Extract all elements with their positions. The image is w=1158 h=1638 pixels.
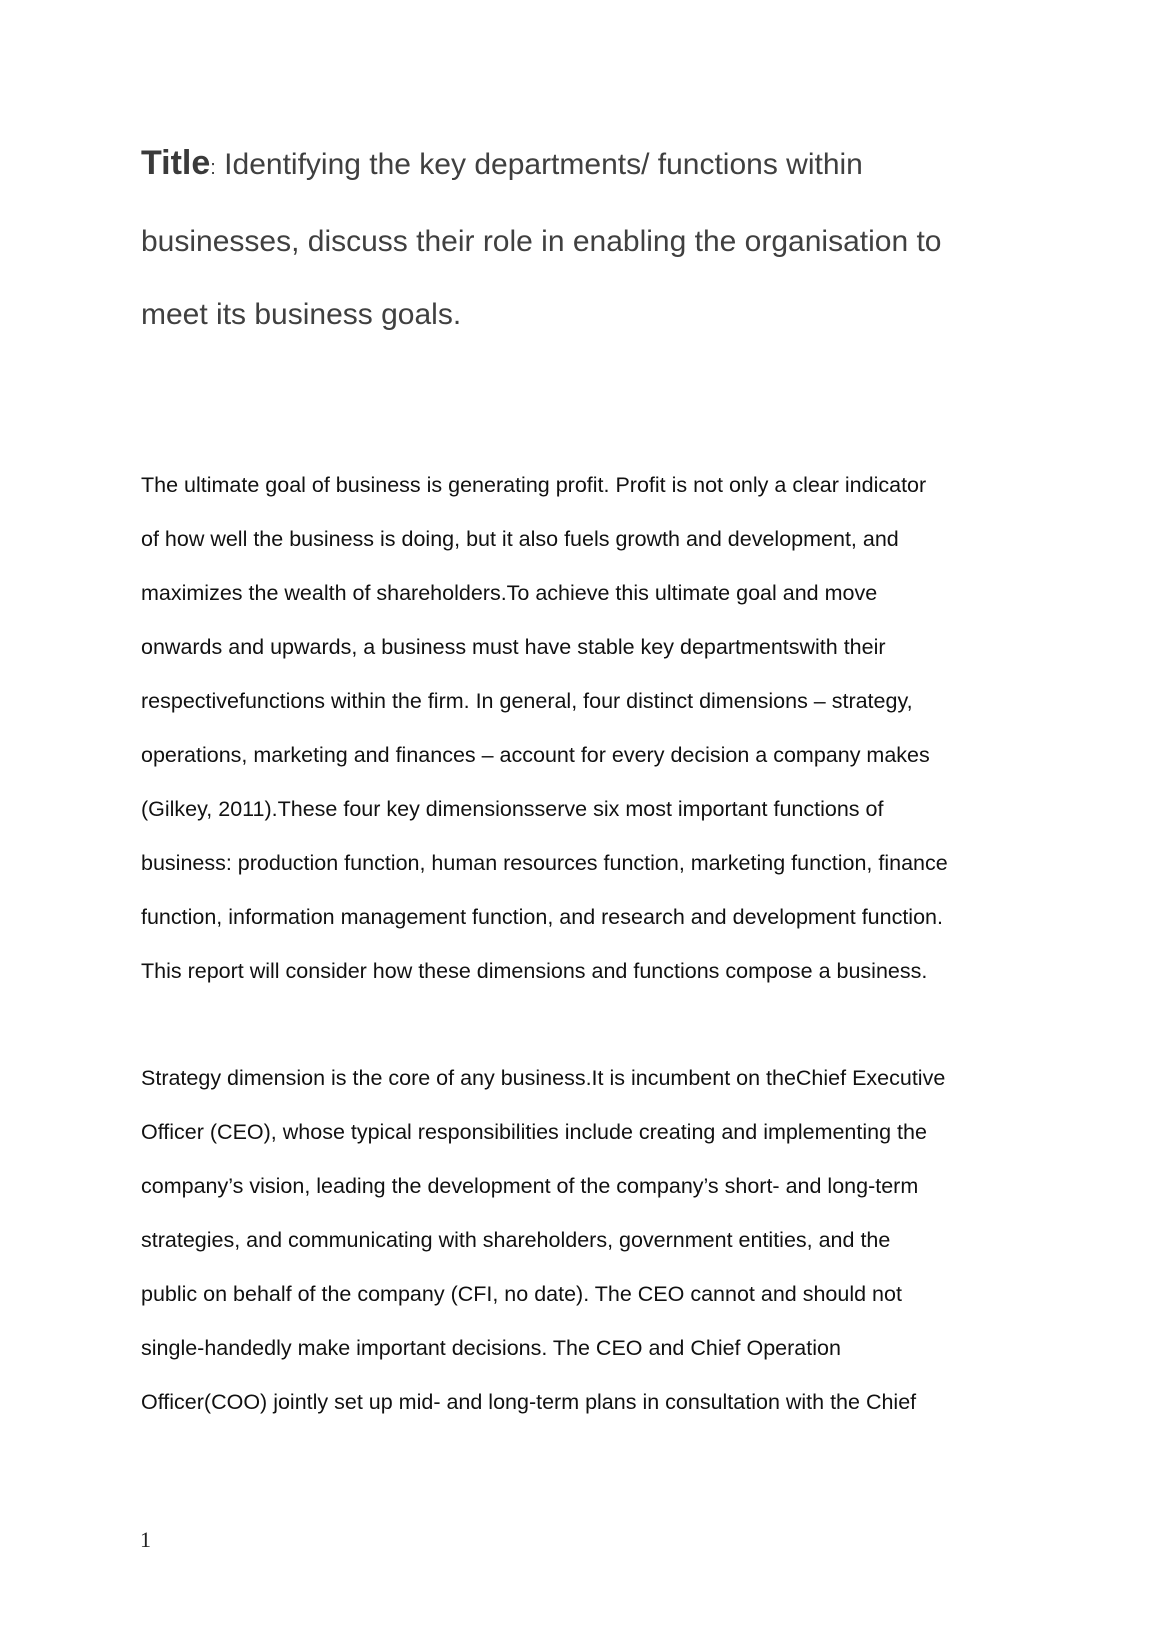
paragraph-line: public on behalf of the company (CFI, no date). The CEO cannot and should not bbox=[141, 1282, 902, 1306]
paragraph-introduction bbox=[141, 458, 1041, 998]
title-line-3: meet its business goals. bbox=[141, 298, 462, 331]
paragraph-line: company’s vision, leading the development of the company’s short- and long-term bbox=[141, 1174, 919, 1198]
paragraph-line: of how well the business is doing, but it also fuels growth and development, and bbox=[141, 527, 899, 551]
title-line-1 bbox=[141, 127, 1021, 205]
document-title bbox=[141, 127, 1021, 351]
paragraph-line: (Gilkey, 2011).These four key dimensionsserve six most important functions of bbox=[141, 797, 884, 821]
paragraph-line: business: production function, human resources function, marketing function, finance bbox=[141, 851, 948, 875]
paragraph-line: respectivefunctions within the firm. In general, four distinct dimensions – strategy, bbox=[141, 689, 913, 713]
paragraph-line: onwards and upwards, a business must have stable key departmentswith their bbox=[141, 635, 886, 659]
paragraph-line: Officer(COO) jointly set up mid- and long-term plans in consultation with the Chief bbox=[141, 1390, 917, 1414]
paragraph-line: This report will consider how these dimensions and functions compose a business. bbox=[141, 959, 928, 983]
paragraph-line: operations, marketing and finances – account for every decision a company makes bbox=[141, 743, 930, 767]
title-colon: : bbox=[210, 157, 216, 179]
paragraph-line: maximizes the wealth of shareholders.To achieve this ultimate goal and move bbox=[141, 581, 878, 605]
page-number: 1 bbox=[140, 1527, 151, 1552]
paragraph-line: function, information management function, and research and development function. bbox=[141, 905, 943, 929]
paragraph-line: The ultimate goal of business is generating profit. Profit is not only a clear indicator bbox=[141, 473, 927, 497]
paragraph-line: Strategy dimension is the core of any business.It is incumbent on theChief Executive bbox=[141, 1066, 946, 1090]
title-text: Identifying the key departments/ functions within bbox=[215, 148, 863, 181]
paragraph-strategy bbox=[141, 1051, 1041, 1429]
paragraph-line: Officer (CEO), whose typical responsibilities include creating and implementing the bbox=[141, 1120, 927, 1144]
paragraph-line: strategies, and communicating with shareholders, government entities, and the bbox=[141, 1228, 891, 1252]
title-line-2: businesses, discuss their role in enabling the organisation to bbox=[141, 225, 942, 258]
title-label: Title bbox=[141, 144, 211, 182]
paragraph-line: single-handedly make important decisions. The CEO and Chief Operation bbox=[141, 1336, 841, 1360]
